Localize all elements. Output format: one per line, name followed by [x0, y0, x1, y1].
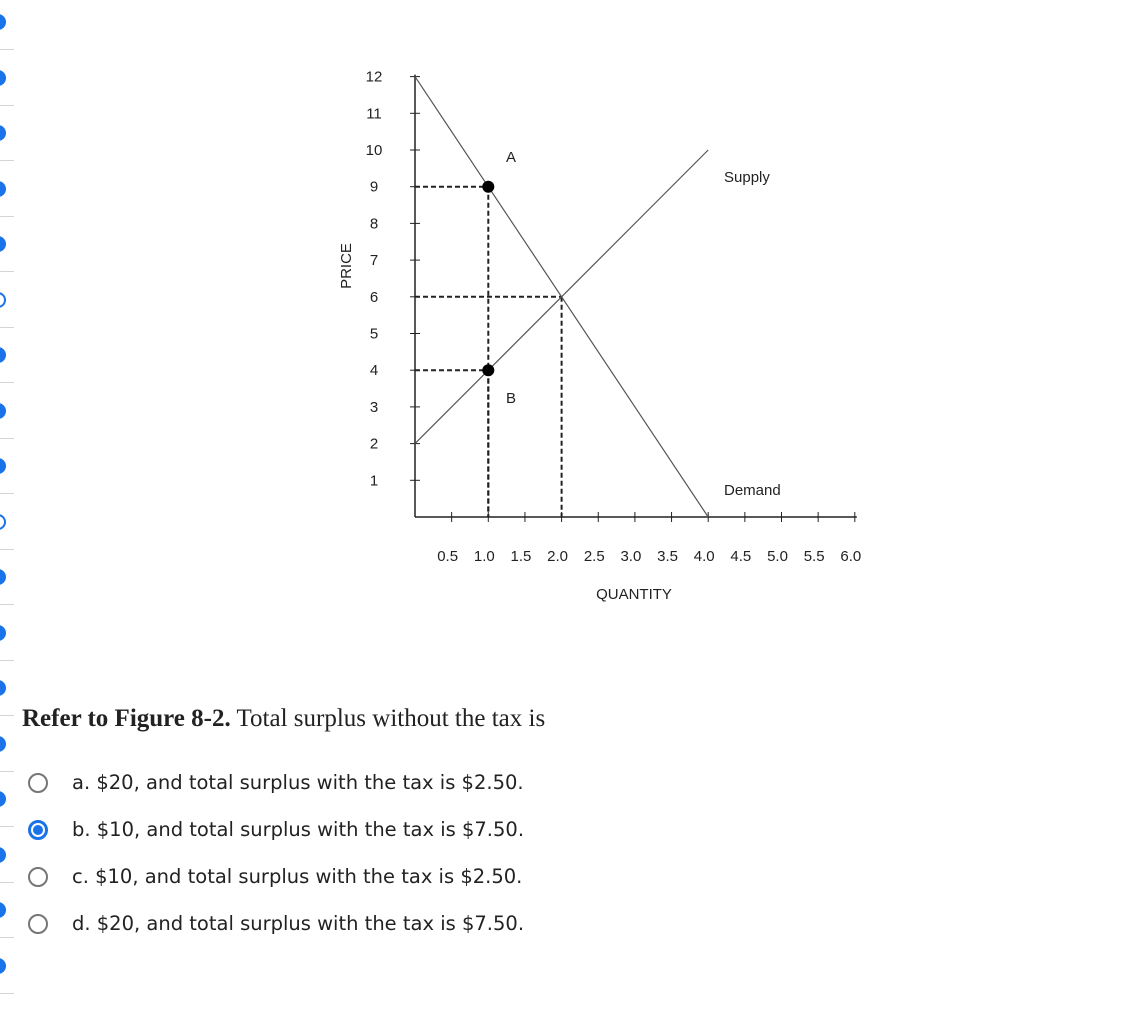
supply-label: Supply [724, 169, 770, 186]
x-tick-label: 5.5 [803, 548, 825, 565]
y-tick-label: 10 [365, 142, 383, 159]
x-tick-label: 4.0 [693, 548, 715, 565]
nav-dot-icon[interactable] [0, 958, 6, 974]
nav-dot-icon[interactable] [0, 847, 6, 863]
x-tick-label: 3.5 [657, 548, 678, 565]
y-tick-label: 9 [369, 178, 379, 196]
question-text [22, 705, 545, 733]
question-figure-ref: Refer to Figure 8-2. [22, 705, 231, 732]
nav-divider [0, 882, 14, 883]
option-c-radio[interactable] [28, 867, 48, 887]
y-tick-label: 1 [369, 472, 379, 490]
x-tick-label: 0.5 [437, 548, 459, 565]
option-a-label: a. $20, and total surplus with the tax is $2.50. [72, 771, 524, 794]
x-tick-label: 2.5 [583, 548, 605, 565]
x-axis-title: QUANTITY [596, 586, 672, 603]
point-b-marker [482, 364, 494, 376]
nav-divider [0, 826, 14, 827]
y-tick-label: 12 [365, 68, 383, 86]
point-a-marker [482, 181, 494, 193]
option-b-label: b. $10, and total surplus with the tax is $7.50. [72, 818, 525, 841]
x-tick-label: 5.0 [767, 548, 788, 565]
option-a[interactable] [28, 759, 928, 806]
answer-options [28, 759, 928, 947]
nav-divider [0, 771, 14, 772]
x-tick-label: 4.5 [730, 548, 752, 565]
x-tick-label: 6.0 [840, 548, 862, 565]
option-c-label: c. $10, and total surplus with the tax is $2.50. [72, 865, 523, 888]
nav-divider [0, 715, 14, 716]
option-a-radio[interactable] [28, 773, 48, 793]
x-tick-label: 2.0 [547, 548, 569, 565]
y-tick-label: 5 [369, 325, 379, 343]
y-tick-label: 4 [369, 362, 379, 380]
point-b-label: B [505, 390, 517, 407]
option-c[interactable] [28, 853, 928, 900]
demand-label: Demand [724, 482, 781, 499]
y-tick-label: 7 [369, 252, 379, 270]
y-tick-label: 6 [369, 288, 379, 306]
y-tick-label: 2 [369, 435, 379, 453]
nav-dot-icon[interactable] [0, 902, 6, 918]
option-d-label: d. $20, and total surplus with the tax is $7.50. [72, 912, 525, 935]
nav-divider [0, 937, 14, 938]
y-tick-label: 3 [369, 398, 379, 416]
option-d[interactable] [28, 900, 928, 947]
y-tick-label: 11 [366, 105, 382, 123]
option-d-radio[interactable] [28, 914, 48, 934]
nav-divider [0, 993, 14, 994]
point-a-label: A [505, 149, 517, 166]
option-b[interactable] [28, 806, 928, 853]
x-tick-label: 3.0 [620, 548, 642, 565]
y-axis-title: PRICE [338, 243, 355, 289]
option-b-radio[interactable] [28, 820, 48, 840]
nav-dot-icon[interactable] [0, 736, 6, 752]
question-prompt: Total surplus without the tax is [230, 705, 546, 732]
y-tick-label: 8 [369, 215, 379, 233]
nav-dot-icon[interactable] [0, 791, 6, 807]
x-tick-label: 1.0 [473, 548, 495, 565]
x-tick-label: 1.5 [510, 548, 532, 565]
